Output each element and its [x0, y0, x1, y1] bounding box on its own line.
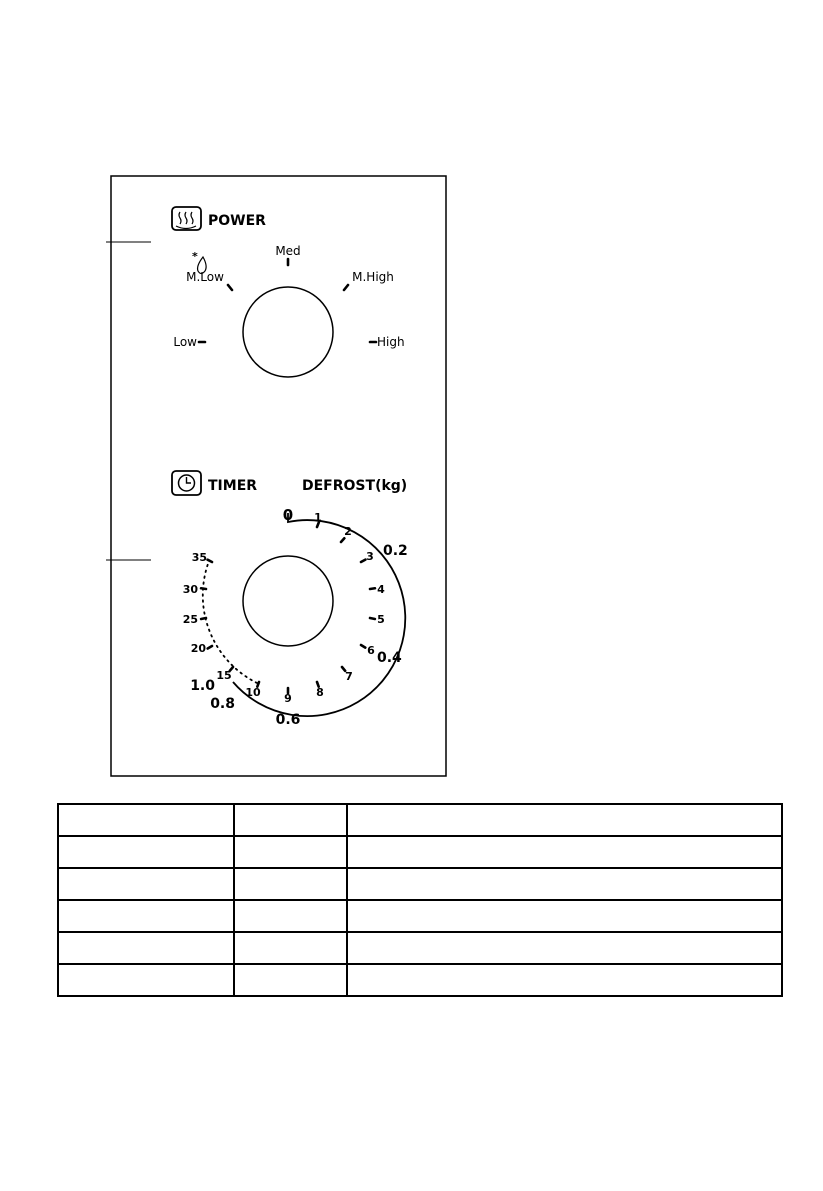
table-row: [58, 964, 782, 996]
power-label-high: High: [377, 335, 405, 349]
timer-label-0: 0: [282, 506, 294, 524]
spec-table: [57, 803, 783, 997]
table-cell: [58, 964, 234, 996]
defrost-weight-0-8: 0.8: [210, 696, 235, 712]
timer-label-4: 4: [377, 583, 385, 596]
timer-label-8: 8: [316, 686, 324, 699]
table-row: [58, 804, 782, 836]
timer-tick-3: [361, 560, 365, 562]
table-cell: [347, 836, 782, 868]
power-label-m-low: M.Low: [186, 270, 224, 284]
table-cell: [347, 868, 782, 900]
table-cell: [234, 836, 347, 868]
table-cell: [234, 964, 347, 996]
power-label-low: Low: [173, 335, 197, 349]
table-cell: [58, 804, 234, 836]
timer-label-30: 30: [182, 583, 198, 596]
timer-label-9: 9: [284, 692, 292, 705]
svg-text:*: *: [192, 250, 198, 263]
timer-label-6: 6: [367, 644, 375, 657]
table-row: [58, 932, 782, 964]
power-title: POWER: [208, 213, 266, 229]
timer-label-2: 2: [344, 525, 352, 538]
power-knob[interactable]: [243, 287, 333, 377]
timer-label-7: 7: [345, 670, 353, 683]
timer-tick-25: [201, 618, 206, 619]
table-cell: [234, 804, 347, 836]
timer-tick-5: [370, 618, 375, 619]
timer-label-5: 5: [377, 613, 385, 626]
timer-label-35: 35: [191, 551, 207, 564]
table-cell: [234, 932, 347, 964]
power-label-m-high: M.High: [352, 270, 394, 284]
timer-label-25: 25: [182, 613, 198, 626]
timer-label-3: 3: [366, 550, 374, 563]
table-cell: [234, 900, 347, 932]
table-cell: [58, 836, 234, 868]
table-row: [58, 836, 782, 868]
timer-label-15: 15: [216, 669, 232, 682]
defrost-weight-0-6: 0.6: [275, 712, 301, 728]
timer-label-1: 1: [314, 511, 322, 524]
table-cell: [347, 804, 782, 836]
timer-tick-6: [361, 645, 365, 648]
defrost-weight-0-2: 0.2: [383, 543, 408, 559]
defrost-weight-1-0: 1.0: [190, 678, 215, 694]
defrost-weight-0-4: 0.4: [377, 650, 402, 666]
heat-waves-icon: [172, 207, 201, 230]
timer-title: TIMER: [208, 478, 258, 494]
table-cell: [58, 868, 234, 900]
table-row: [58, 868, 782, 900]
timer-tick-4: [370, 588, 375, 589]
timer-knob[interactable]: [243, 556, 333, 646]
clock-icon: [172, 471, 201, 495]
table-cell: [234, 868, 347, 900]
control-panel-frame: [111, 176, 446, 776]
table-row: [58, 900, 782, 932]
timer-label-20: 20: [190, 642, 206, 655]
power-tick-m-low: [228, 285, 232, 290]
table-cell: [58, 900, 234, 932]
timer-tick-35: [208, 560, 212, 562]
timer-label-10: 10: [245, 686, 261, 699]
timer-tick-20: [208, 646, 212, 649]
table-cell: [347, 900, 782, 932]
power-label-med: Med: [275, 244, 301, 258]
defrost-title: DEFROST(kg): [302, 478, 408, 494]
timer-tick-2: [341, 538, 344, 542]
table-cell: [347, 964, 782, 996]
timer-tick-30: [201, 588, 206, 589]
table-cell: [347, 932, 782, 964]
power-tick-m-high: [344, 285, 348, 290]
table-cell: [58, 932, 234, 964]
